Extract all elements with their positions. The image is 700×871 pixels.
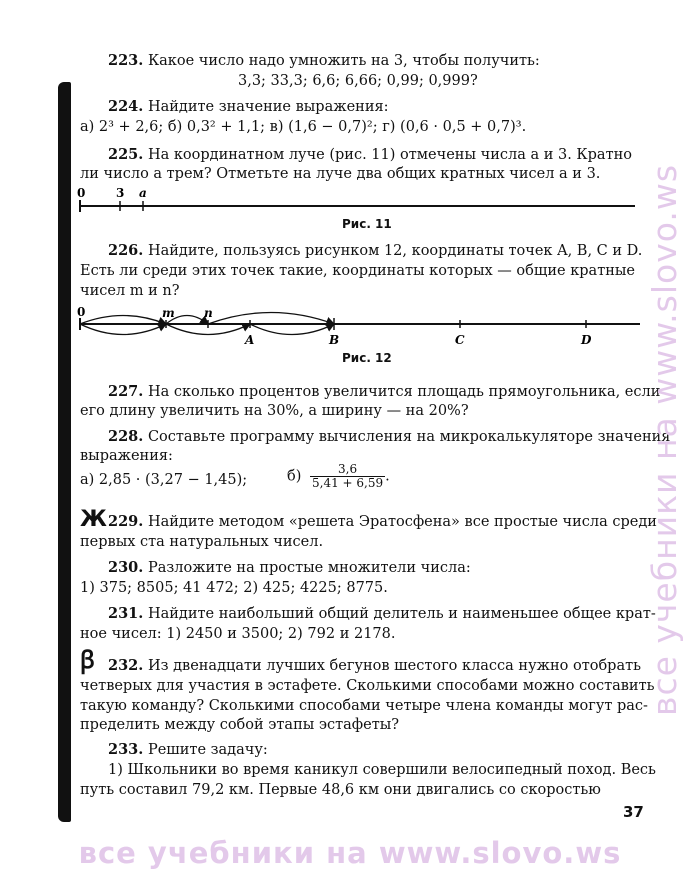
figure-12-number-ray <box>70 303 650 348</box>
figure-11-number-ray <box>70 184 640 216</box>
fig12-label-0: 0 <box>77 305 86 319</box>
problem-230-text: Разложите на простые множители числа: <box>147 560 471 576</box>
problem-227-number: 227. <box>108 383 144 400</box>
fig11-label-3: 3 <box>116 186 125 200</box>
problem-231-line1 <box>108 605 656 623</box>
problem-230-number: 230. <box>108 559 144 576</box>
problem-227-line2: его длину увеличить на 30%, а ширину — на 20%? <box>80 403 469 419</box>
fig12-arc-m-bottom3 <box>250 324 334 335</box>
fig12-label-n: n <box>204 306 213 320</box>
problem-231-line2: ное чисел: 1) 2450 и 3500; 2) 792 и 2178. <box>80 626 396 642</box>
problem-224-line2: а) 2³ + 2,6; б) 0,3² + 1,1; в) (1,6 − 0,7)²; г) (0,6 · 0,5 + 0,7)³. <box>80 119 527 135</box>
problem-225-text: На координатном луче (рис. 11) отмечены числа a и 3. Кратно <box>147 147 632 163</box>
problem-225-number: 225. <box>108 146 144 163</box>
problem-232-line1 <box>108 657 641 675</box>
problem-232-line3: такую команду? Сколькими способами четыре члена команды могут рас- <box>80 698 648 714</box>
fraction-denominator: 5,41 + 6,59 <box>312 476 384 490</box>
problem-228-part-b <box>287 463 390 490</box>
page-number: 37 <box>623 803 644 821</box>
problem-232-text: Из двенадцати лучших бегунов шестого класса нужно отобрать <box>147 658 642 674</box>
problem-223-text: Какое число надо умножить на 3, чтобы получить: <box>147 53 540 69</box>
problem-228-line2: выражения: <box>80 448 173 464</box>
problem-224-line1 <box>108 98 389 116</box>
fig12-label-A: A <box>245 333 255 347</box>
problem-228-number: 228. <box>108 428 144 445</box>
problem-233-line2: 1) Школьники во время каникул совершили велосипедный поход. Весь <box>108 762 656 778</box>
hard-task-icon: Ж <box>80 507 107 532</box>
fig12-label-D: D <box>581 333 592 347</box>
problem-227-text: На сколько процентов увеличится площадь прямоугольника, если <box>147 384 661 400</box>
figure-11-caption: Рис. 11 <box>342 217 392 231</box>
problem-228-line1 <box>108 428 670 446</box>
problem-231-text: Найдите наибольший общий делитель и наименьшее общее крат- <box>147 606 656 622</box>
fraction-period: . <box>385 468 390 485</box>
fig11-label-a: a <box>139 186 147 200</box>
problem-233-line3: путь составил 79,2 км. Первые 48,6 км они двигались со скоростью <box>80 782 601 798</box>
problem-228-part-a: а) 2,85 · (3,27 − 1,45); <box>80 472 248 488</box>
fig11-label-0: 0 <box>77 186 86 200</box>
problem-232-line2: четверых для участия в эстафете. Сколькими способами можно составить <box>80 678 655 694</box>
problem-230-line1 <box>108 559 471 577</box>
problem-228-fraction <box>310 463 385 490</box>
problem-233-line1 <box>108 741 268 759</box>
side-watermark: все учебники на www.slovo.ws <box>645 163 684 717</box>
problem-233-text: Решите задачу: <box>147 742 268 758</box>
problem-230-line2: 1) 375; 8505; 41 472; 2) 425; 4225; 8775. <box>80 580 388 596</box>
problem-229-number: 229. <box>108 513 144 530</box>
problem-224-text: Найдите значение выражения: <box>147 99 389 115</box>
problem-224-number: 224. <box>108 98 144 115</box>
problem-229-line2: первых ста натуральных чисел. <box>80 534 324 550</box>
fig12-label-m: m <box>162 306 175 320</box>
research-task-icon: ꞵ <box>80 646 96 674</box>
problem-229-line1 <box>108 513 657 531</box>
fig12-label-B: B <box>329 333 340 347</box>
fig12-arc-m-bottom <box>80 324 166 335</box>
problem-225-line2: ли число a трем? Отметьте на луче два общих кратных чисел a и 3. <box>80 166 601 182</box>
problem-228-text: Составьте программу вычисления на микрокалькуляторе значения <box>147 429 671 445</box>
problem-226-text: Найдите, пользуясь рисунком 12, координаты точек A, B, C и D. <box>147 243 643 259</box>
bottom-watermark: все учебники на www.slovo.ws <box>78 836 622 870</box>
fraction-numerator: 3,6 <box>310 463 385 477</box>
figure-12-caption: Рис. 12 <box>342 351 392 365</box>
problem-225-line1 <box>108 146 632 164</box>
problem-231-number: 231. <box>108 605 144 622</box>
problem-226-number: 226. <box>108 242 144 259</box>
problem-223-line2: 3,3; 33,3; 6,6; 6,66; 0,99; 0,999? <box>238 73 478 89</box>
problem-223-line1 <box>108 52 540 70</box>
fig12-label-C: C <box>455 333 465 347</box>
problem-232-number: 232. <box>108 657 144 674</box>
problem-232-line4: пределить между собой этапы эстафеты? <box>80 717 400 733</box>
problem-226-line3: чисел m и n? <box>80 283 180 299</box>
fig12-arc-m1 <box>80 316 166 325</box>
problem-226-line2: Есть ли среди этих точек такие, координаты которых — общие кратные <box>80 263 636 279</box>
problem-226-line1 <box>108 242 642 260</box>
problem-227-line1 <box>108 383 660 401</box>
problem-228-part-b-label: б) <box>287 468 302 485</box>
fig12-arc-n-top <box>208 313 334 325</box>
problem-229-text: Найдите методом «решета Эратосфена» все простые числа среди <box>147 514 657 530</box>
problem-233-number: 233. <box>108 741 144 758</box>
problem-223-number: 223. <box>108 52 144 69</box>
